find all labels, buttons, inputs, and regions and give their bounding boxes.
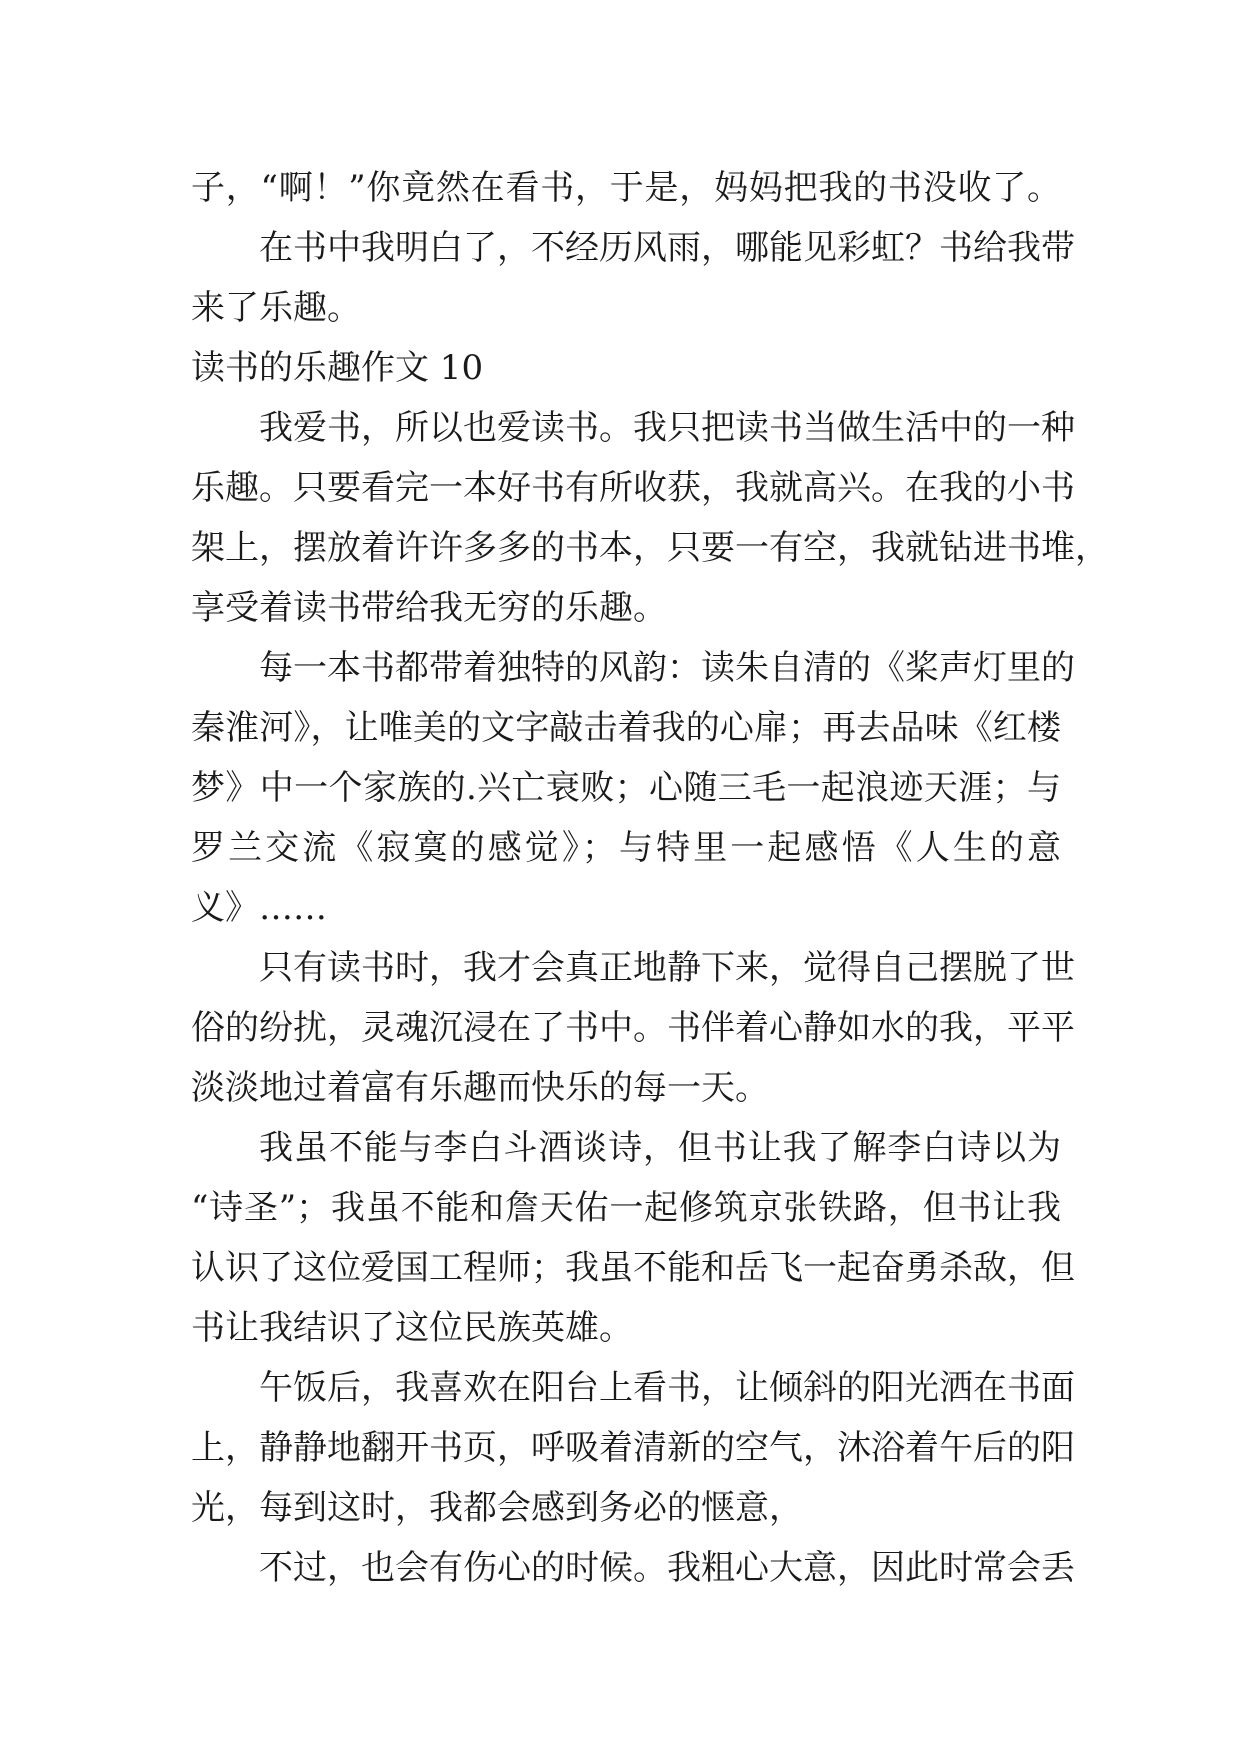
text-line: 来了乐趣。 [191,288,361,328]
text-line: 淡淡地过着富有乐趣而快乐的每一天。 [191,1068,769,1108]
text-line: 我虽不能与李白斗酒谈诗，但书让我了解李白诗以为 [259,1128,1061,1168]
text-line: 俗的纷扰，灵魂沉浸在了书中。书伴着心静如水的我，平平 [191,1008,1075,1048]
text-line: 不过，也会有伤心的时候。我粗心大意，因此时常会丢 [259,1548,1075,1588]
text-line: 只有读书时，我才会真正地静下来，觉得自己摆脱了世 [259,948,1075,988]
section-heading: 读书的乐趣作文 10 [191,348,484,388]
text-line: 秦淮河》，让唯美的文字敲击着我的心扉；再去品味《红楼 [191,708,1061,748]
text-line: 义》…… [191,888,327,928]
text-line: 认识了这位爱国工程师；我虽不能和岳飞一起奋勇杀敌，但 [191,1248,1075,1288]
text-line: 子，“啊！”你竟然在看书，于是，妈妈把我的书没收了。 [191,168,1061,208]
text-line: 梦》中一个家族的.兴亡衰败；心随三毛一起浪迹天涯；与 [191,768,1061,808]
text-line: 乐趣。只要看完一本好书有所收获，我就高兴。在我的小书 [191,468,1075,508]
text-line: 午饭后，我喜欢在阳台上看书，让倾斜的阳光洒在书面 [259,1368,1075,1408]
text-line: “诗圣”；我虽不能和詹天佑一起修筑京张铁路，但书让我 [191,1188,1061,1228]
text-line: 光，每到这时，我都会感到务必的惬意， [191,1488,803,1528]
text-line: 上，静静地翻开书页，呼吸着清新的空气，沐浴着午后的阳 [191,1428,1075,1468]
body-text [191,158,1109,1598]
text-line: 我爱书，所以也爱读书。我只把读书当做生活中的一种 [259,408,1075,448]
text-line: 享受着读书带给我无穷的乐趣。 [191,588,667,628]
text-line: 架上，摆放着许许多多的书本，只要一有空，我就钻进书堆， [191,528,1109,568]
text-line: 书让我结识了这位民族英雄。 [191,1308,633,1348]
text-line: 在书中我明白了，不经历风雨，哪能见彩虹？书给我带 [259,228,1075,268]
text-line: 每一本书都带着独特的风韵：读朱自清的《桨声灯里的 [259,648,1075,688]
text-line: 罗兰交流《寂寞的感觉》；与特里一起感悟《人生的意 [191,828,1061,868]
